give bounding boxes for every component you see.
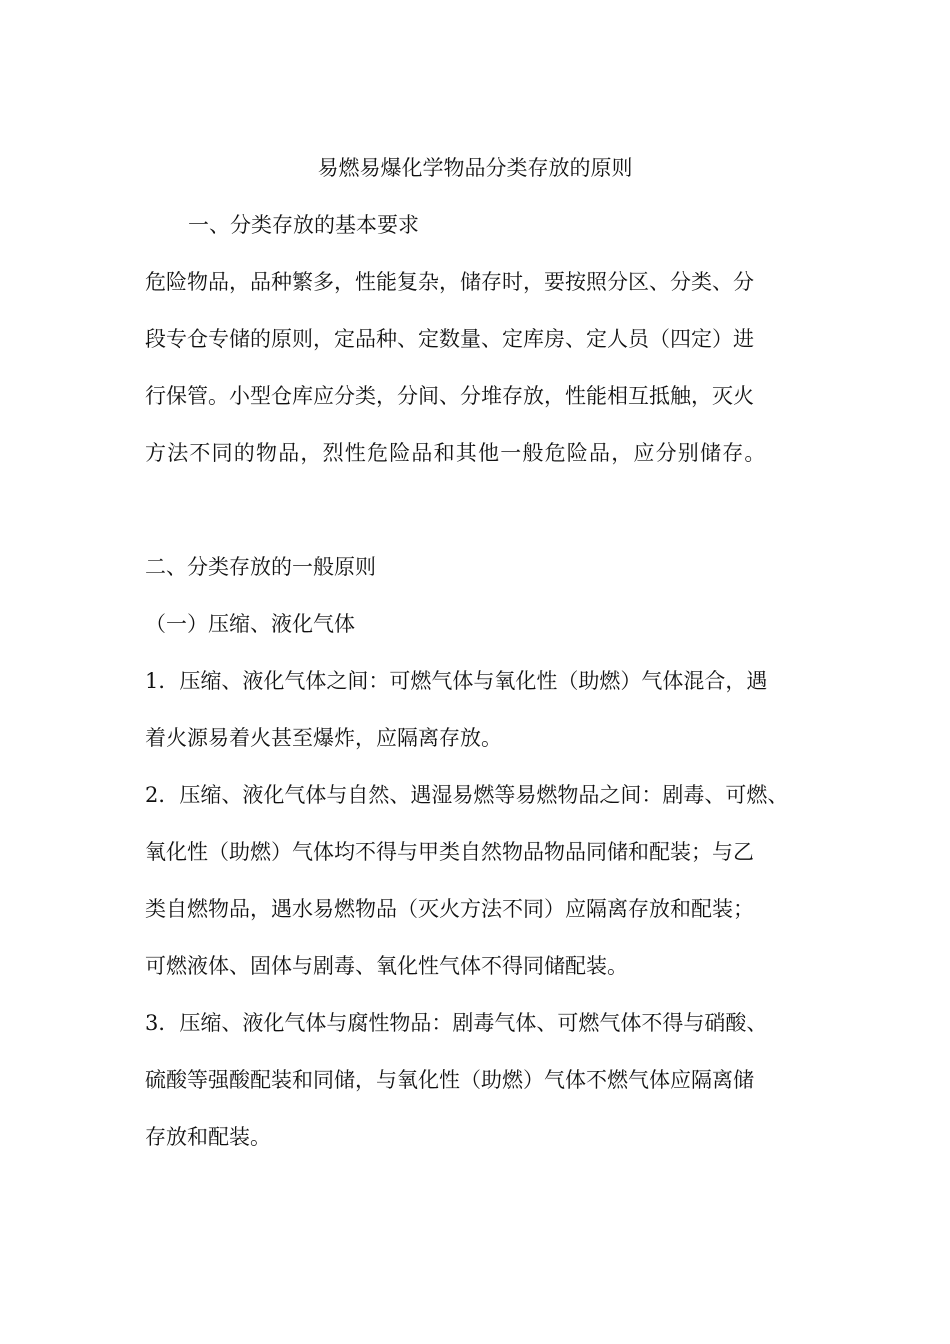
item-1-line-1: 1．压缩、液化气体之间：可燃气体与氧化性（助燃）气体混合，遇: [145, 669, 768, 693]
section-2-subheading: （一）压缩、液化气体: [145, 612, 355, 636]
item-2-line-4: 可燃液体、固体与剧毒、氧化性气体不得同储配装。: [145, 954, 628, 978]
item-1-line-2: 着火源易着火甚至爆炸，应隔离存放。: [145, 726, 502, 750]
section-1-line-1: 危险物品，品种繁多，性能复杂，储存时，要按照分区、分类、分: [145, 270, 754, 294]
item-2-line-1: 2．压缩、液化气体与自然、遇湿易燃等易燃物品之间：剧毒、可燃、: [145, 783, 789, 807]
section-1-line-2: 段专仓专储的原则，定品种、定数量、定库房、定人员（四定）进: [145, 327, 754, 351]
item-3-line-3: 存放和配装。: [145, 1125, 271, 1149]
section-2-heading: 二、分类存放的一般原则: [145, 555, 376, 579]
section-1-line-3: 行保管。小型仓库应分类，分间、分堆存放，性能相互抵触，灭火: [145, 384, 754, 408]
item-2-line-3: 类自燃物品，遇水易燃物品（灭火方法不同）应隔离存放和配装；: [145, 897, 754, 921]
item-3-line-1: 3．压缩、液化气体与腐性物品：剧毒气体、可燃气体不得与硝酸、: [145, 1011, 768, 1035]
item-3-line-2: 硫酸等强酸配装和同储，与氧化性（助燃）气体不燃气体应隔离储: [145, 1068, 754, 1092]
section-1-heading: 一、分类存放的基本要求: [188, 213, 419, 237]
section-1-line-4: 方法不同的物品，烈性危险品和其他一般危险品，应分别储存。: [145, 441, 767, 465]
item-2-line-2: 氧化性（助燃）气体均不得与甲类自然物品物品同储和配装；与乙: [145, 840, 754, 864]
document-title: 易燃易爆化学物品分类存放的原则: [317, 156, 633, 180]
